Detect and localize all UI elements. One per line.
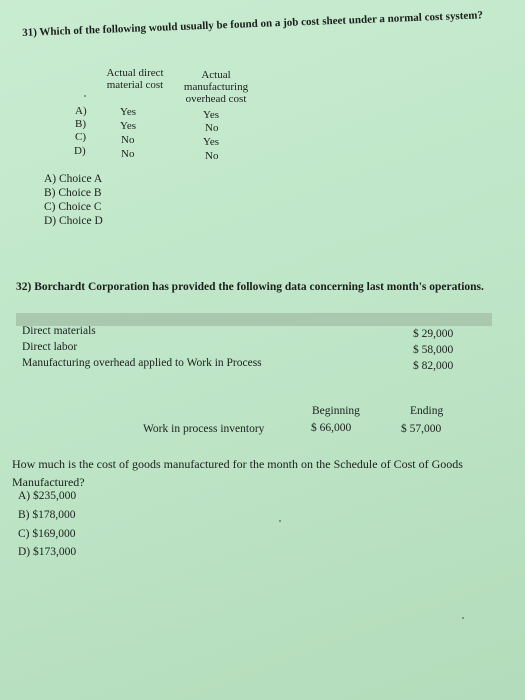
q32-choice-b: B) $178,000 [18,509,76,521]
row-b-material: Yes [120,120,137,132]
q31-choice-a: A) Choice A [44,173,103,185]
question-31-title: 31) Which of the following would usually be found on a job cost sheet under a normal cost system? [22,9,484,39]
row-c-overhead: Yes [203,136,220,148]
col-header-direct-material [98,67,172,91]
row-label-c: C) [75,131,86,143]
q31-choice-d: D) Choice D [44,215,103,227]
col-header-overhead [176,69,256,105]
row-c-material: No [121,134,135,146]
inventory-beginning-header: Beginning [312,405,360,417]
question-32-title: 32) Borchardt Corporation has provided the following data concerning last month's operations. [16,281,484,293]
inventory-ending-header: Ending [410,405,444,417]
q32-choice-c: C) $169,000 [18,528,76,540]
row-d-overhead: No [205,150,219,162]
inventory-beginning-value: $ 66,000 [311,422,352,434]
col-header-line: manufacturing [183,81,249,93]
item-direct-labor: Direct labor [22,341,78,353]
value-overhead-applied: $ 82,000 [413,360,454,372]
q32-choice-a: A) $235,000 [18,490,77,502]
q32-question-text: How much is the cost of goods manufactured for the month on the Schedule of Cost of Goods Manufactured? [12,457,463,489]
screen-speck [279,520,281,522]
q31-choice-b: B) Choice B [44,187,102,199]
item-overhead-applied: Manufacturing overhead applied to Work in Process [22,357,262,369]
inventory-label: Work in process inventory [143,423,265,435]
screen-speck [84,95,86,97]
row-label-b: B) [75,118,86,130]
q32-choice-d: D) $173,000 [18,546,77,558]
col-header-line: overhead cost [185,93,247,105]
value-direct-labor: $ 58,000 [413,344,454,356]
row-label-d: D) [74,145,86,157]
value-direct-materials: $ 29,000 [413,328,454,340]
item-direct-materials: Direct materials [22,325,96,337]
row-a-material: Yes [120,106,137,118]
col-header-line: Actual [201,69,231,81]
row-d-material: No [121,148,135,160]
col-header-line: Actual direct [106,67,164,79]
row-b-overhead: No [205,122,219,134]
inventory-ending-value: $ 57,000 [401,423,442,435]
col-header-line: material cost [106,79,164,91]
row-a-overhead: Yes [203,109,220,121]
q31-choice-c: C) Choice C [44,201,102,213]
row-label-a: A) [75,105,87,117]
screen-speck [462,617,464,619]
